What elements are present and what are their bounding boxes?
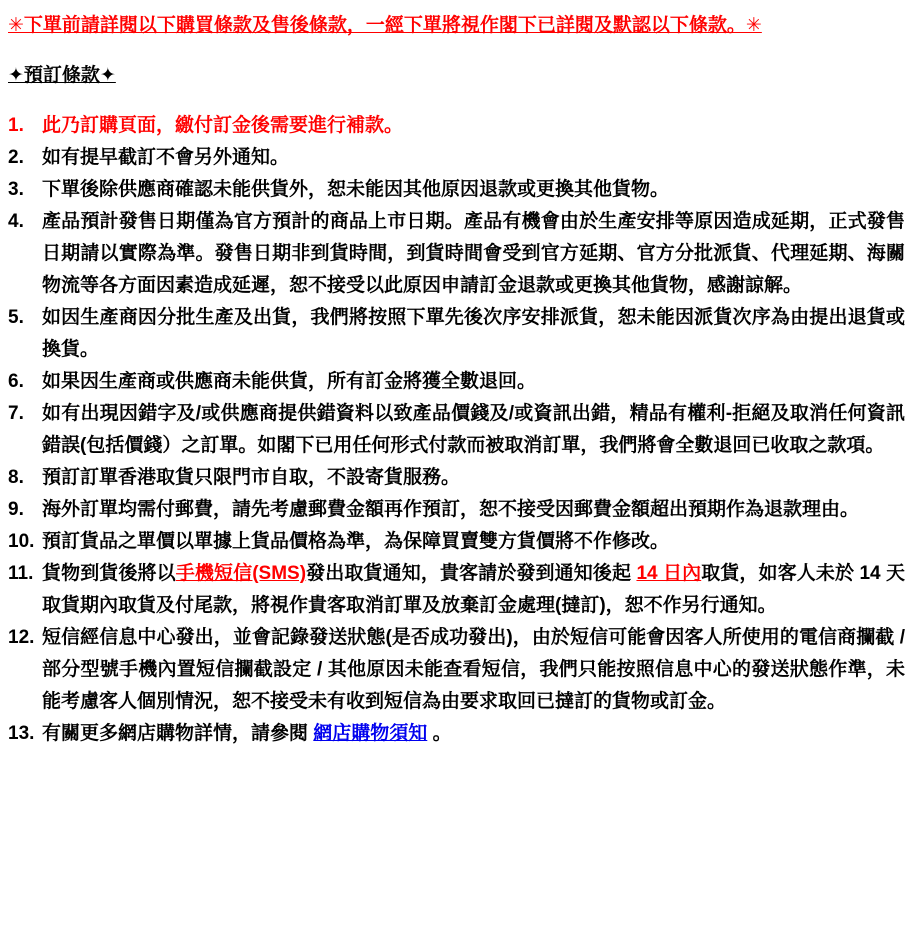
term-number: 7. [8,403,24,424]
term-text-segment: 發出取貨通知，貴客請於發到通知後起 [306,563,637,584]
emphasis-underline-text: 手機短信(SMS) [175,563,307,584]
term-text [42,366,905,398]
term-item-11 [8,558,905,622]
term-text [42,558,905,622]
term-item-12 [8,622,905,718]
term-text-segment: 如果因生產商或供應商未能供貨，所有訂金將獲全數退回。 [42,371,537,392]
term-number: 3. [8,179,24,200]
term-number: 12. [8,627,35,648]
term-text-segment: 如有提早截訂不會另外通知。 [42,147,290,168]
term-item-6 [8,366,905,398]
term-text-segment: 有關更多網店購物詳情，請參閱 [42,723,314,744]
term-text [42,174,905,206]
term-text-segment: 預訂貨品之單價以單據上貨品價格為準，為保障買賣雙方貨價將不作修改。 [42,531,670,552]
term-text [42,302,905,366]
term-item-10 [8,526,905,558]
term-item-4 [8,206,905,302]
preorder-terms-section-title: ✦預訂條款✦ [8,65,116,86]
purchase-notice-header: ✳下單前請詳閱以下購買條款及售後條款，一經下單將視作閣下已詳閱及默認以下條款。✳ [8,15,762,36]
term-text [42,494,905,526]
term-text [42,142,905,174]
term-number: 5. [8,307,24,328]
term-number: 9. [8,499,24,520]
term-number: 2. [8,147,24,168]
term-text-segment: 預訂訂單香港取貨只限門市自取，不設寄貨服務。 [42,467,461,488]
term-number: 8. [8,467,24,488]
term-number: 1. [8,115,24,136]
term-text-segment: 如有出現因錯字及/或供應商提供錯資料以致產品價錢及/或資訊出錯，精品有權利-拒絕及取消任何資訊錯誤(包括價錢）之訂單。如閣下已用任何形式付款而被取消訂單，我們將會全數退回已收取之款項。 [42,403,905,456]
term-number: 10. [8,531,35,552]
term-text-segment: 取貨，如客人未於 14 天取貨期內取貨及付尾款，將視作貴客取消訂單及放棄訂金處理(撻訂)，恕不作另行通知。 [42,563,905,616]
terms-list [8,110,905,750]
term-text [42,398,905,462]
term-item-8 [8,462,905,494]
term-text [42,110,905,142]
term-text [42,526,905,558]
term-text [42,206,905,302]
term-number: 6. [8,371,24,392]
shop-guide-link[interactable]: 網店購物須知 [313,723,428,744]
term-number: 11. [8,563,34,584]
term-number: 4. [8,211,24,232]
term-item-1 [8,110,905,142]
emphasis-underline-text: 14 日內 [636,563,702,584]
term-text-segment: 此乃訂購頁面，繳付訂金後需要進行補款。 [42,115,404,136]
term-number: 13. [8,723,35,744]
term-text [42,622,905,718]
term-text [42,462,905,494]
term-text-segment: 。 [427,723,452,744]
term-text-segment: 短信經信息中心發出，並會記錄發送狀態(是否成功發出)，由於短信可能會因客人所使用的電信商攔截 / 部分型號手機內置短信攔截設定 / 其他原因未能查看短信，我們只能按照信息中心的發送狀態作準，未能考慮客人個別情況，恕不接受未有收到短信為由要求取回已撻訂的貨物或訂金。 [42,627,905,712]
term-text [42,718,905,750]
term-item-5 [8,302,905,366]
term-text-segment: 貨物到貨後將以 [42,563,176,584]
term-text-segment: 下單後除供應商確認未能供貨外，恕未能因其他原因退款或更換其他貨物。 [42,179,670,200]
term-text-segment: 如因生產商因分批生產及出貨，我們將按照下單先後次序安排派貨，恕未能因派貨次序為由提出退貨或換貨。 [42,307,905,360]
term-item-13 [8,718,905,750]
term-item-3 [8,174,905,206]
term-item-2 [8,142,905,174]
term-text-segment: 海外訂單均需付郵費，請先考慮郵費金額再作預訂，恕不接受因郵費金額超出預期作為退款理由。 [42,499,860,520]
term-item-9 [8,494,905,526]
term-item-7 [8,398,905,462]
term-text-segment: 產品預計發售日期僅為官方預計的商品上市日期。產品有機會由於生產安排等原因造成延期，正式發售日期請以實際為準。發售日期非到貨時間，到貨時間會受到官方延期、官方分批派貨、代理延期、海關物流等各方面因素造成延遲，恕不接受以此原因申請訂金退款或更換其他貨物，感謝諒解。 [42,211,905,296]
